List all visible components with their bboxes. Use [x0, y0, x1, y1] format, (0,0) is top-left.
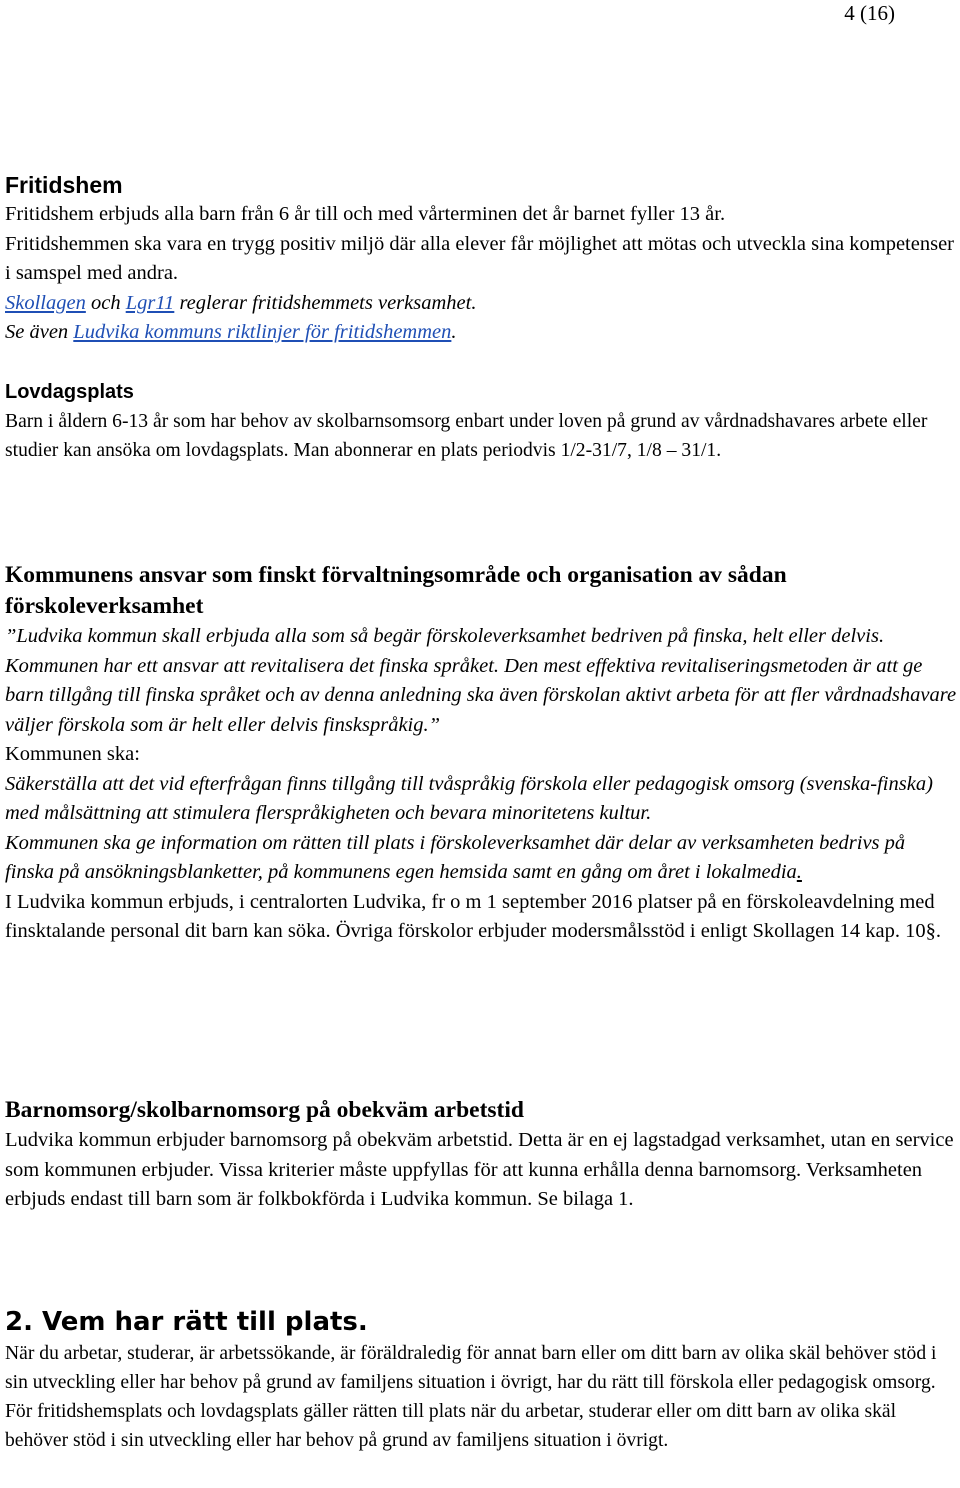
period-text: . — [451, 321, 457, 343]
paragraph: Fritidshemmen ska vara en trygg positiv miljö där alla elever får möjlighet att mötas och utveckla sina kompetenser i samspel med andra. — [5, 232, 954, 284]
skollagen-link[interactable]: Skollagen — [5, 291, 86, 314]
page-number: 4 (16) — [844, 1, 895, 25]
see-also-text: Se även — [5, 321, 74, 343]
guidelines-reference — [5, 318, 957, 348]
heading-finskt-forvaltningsomrade: Kommunens ansvar som finskt förvaltningsområde och organisation av sådan förskoleverksamhet — [5, 562, 787, 619]
paragraph: Fritidshem erbjuds alla barn från 6 år till och med vårterminen det år barnet fyller 13 år. — [5, 203, 726, 225]
paragraph — [5, 829, 957, 888]
section-vem-har-ratt — [5, 1305, 957, 1455]
paragraph: Barn i åldern 6-13 år som har behov av skolbarnsomsorg enbart under loven på grund av vårdnadshavares arbete eller studier kan ansöka om lovdagsplats. Man abonnerar en plats periodvis 1/2-31/7, 1/8 – 31/1. — [5, 411, 928, 461]
regulation-text: reglerar fritidshemmets verksamhet. — [174, 291, 477, 314]
heading-obekvam-arbetstid: Barnomsorg/skolbarnomsorg på obekväm arbetstid — [5, 1097, 524, 1123]
riktlinjer-link[interactable]: Ludvika kommuns riktlinjer för fritidshemmen — [73, 321, 452, 343]
paragraph: Ludvika kommun erbjuder barnomsorg på obekväm arbetstid. Detta är en ej lagstadgad verksamhet, utan en service som kommunen erbjuder. Vissa kriterier måste uppfyllas för att kunna erhålla denna barnomsorg. Verksamheten erbjuds endast till barn som är folkbokförda i Ludvika kommun. Se bilaga 1. — [5, 1129, 954, 1210]
paragraph: Säkerställa att det vid efterfrågan finns tillgång till tvåspråkig förskola eller pedagogisk omsorg (svenska-finska) med målsättning att stimulera flerspråkigheten och bevara minoritetens kultur. — [5, 772, 933, 824]
lgr11-link[interactable]: Lgr11 — [125, 291, 175, 314]
section-lovdagsplats — [5, 378, 957, 465]
information-text: Kommunen ska ge information om rätten till plats i förskoleverksamhet där delar av verksamheten bedrivs på finska på ansökningsblanketter, på kommunens egen hemsida samt en gång om året i lokalmedia — [5, 831, 906, 883]
quote-paragraph: ”Ludvika kommun skall erbjuda alla som så begär förskoleverksamhet bedriven på finska, helt eller delvis. Kommunen har ett ansvar att revitalisera det finska språket. Den mest effektiva revitaliseringsmetoden är att ge barn tillgång till finska språket och av denna anledning ska även förskolan aktivt arbeta för att fler vårdnadshavare väljer förskola som är helt eller delvis finskspråkig.” — [5, 625, 957, 736]
law-references — [5, 289, 957, 319]
underlined-period: . — [796, 861, 802, 883]
section-fritidshem — [5, 170, 957, 348]
heading-fritidshem: Fritidshem — [5, 172, 123, 198]
conjunction-text: och — [85, 291, 126, 314]
section-finskt-forvaltningsomrade — [5, 560, 957, 947]
paragraph: I Ludvika kommun erbjuds, i centralorten Ludvika, fr o m 1 september 2016 platser på en förskoleavdelning med finsktalande personal dit barn kan söka. Övriga förskolor erbjuder modersmålsstöd i enligt Skollagen 14 kap. 10§. — [5, 890, 941, 942]
paragraph: När du arbetar, studerar, är arbetssökande, är föräldraledig för annat barn eller om ditt barn av olika skäl behöver stöd i sin utveckling eller har behov på grund av familjens situation i övrigt, har du rätt till förskola eller pedagogisk omsorg. För fritidshemsplats och lovdagsplats gäller rätten till plats när du arbetar, studerar eller om ditt barn av olika skäl behöver stöd i sin utveckling eller har behov på grund av familjens situation i övrigt. — [5, 1343, 937, 1451]
heading-vem-har-ratt: 2. Vem har rätt till plats. — [5, 1307, 368, 1337]
kommunen-ska-label: Kommunen ska: — [5, 743, 140, 765]
heading-lovdagsplats: Lovdagsplats — [5, 381, 134, 403]
section-obekvam-arbetstid — [5, 1095, 957, 1215]
